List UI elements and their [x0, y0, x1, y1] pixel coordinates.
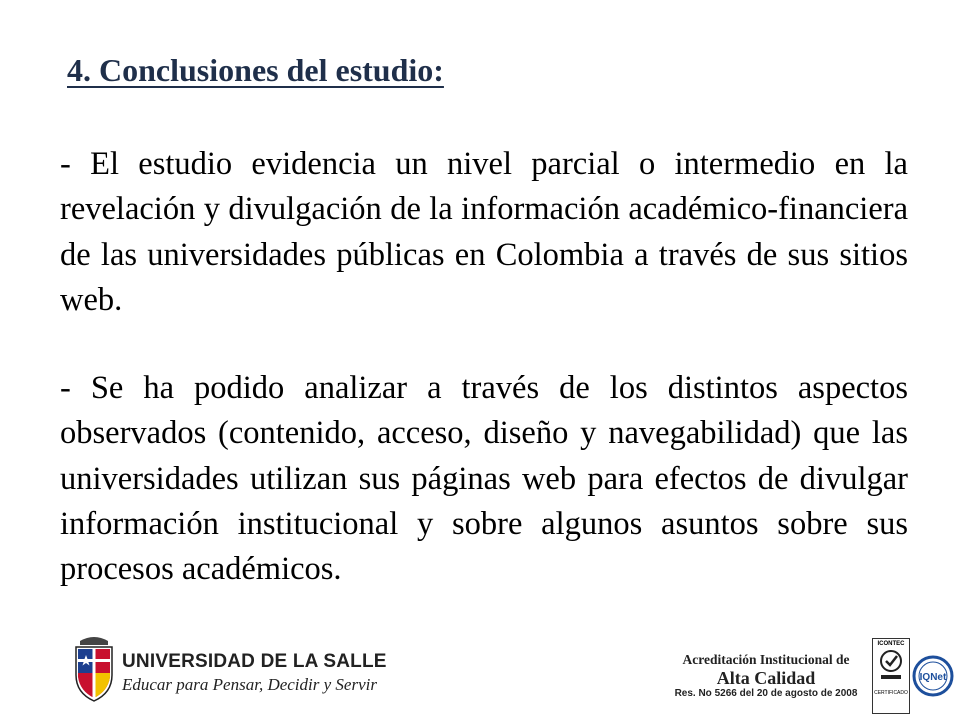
accreditation-line-2: Alta Calidad: [716, 668, 816, 688]
icontec-certified-label: CERTIFICADO: [874, 690, 908, 696]
conclusion-paragraph-1: - El estudio evidencia un nivel parcial o intermedio en la revelación y divulgación de la información académico-financiera de las universidades públicas en Colombia a través de sus sitios web.: [60, 146, 908, 318]
university-slogan: Educar para Pensar, Decidir y Servir: [122, 675, 377, 694]
university-logo: [70, 635, 387, 703]
accreditation-line-1: Acreditación Institucional de: [682, 652, 850, 667]
icontec-certification-icon: [877, 647, 905, 683]
conclusion-paragraph-2: - Se ha podido analizar a través de los distintos aspectos observados (contenido, acceso, diseño y navegabilidad) que las universidades utilizan sus páginas web para efectos de divulgar información institucional y sobre algunos asuntos sobre sus procesos académicos.: [60, 370, 908, 588]
icontec-label: ICONTEC: [877, 641, 905, 647]
university-shield-icon: [70, 635, 118, 703]
accreditation-line-3: Res. No 5266 del 20 de agosto de 2008: [674, 688, 858, 699]
slide-title: 4. Conclusiones del estudio:: [67, 52, 444, 88]
accreditation-block: [666, 652, 866, 707]
iqnet-logo: [912, 640, 954, 712]
iqnet-label: IQNet: [919, 672, 947, 683]
university-name: UNIVERSIDAD DE LA SALLE: [122, 651, 387, 672]
icontec-logo: [872, 638, 910, 714]
certification-logos: [872, 638, 956, 716]
